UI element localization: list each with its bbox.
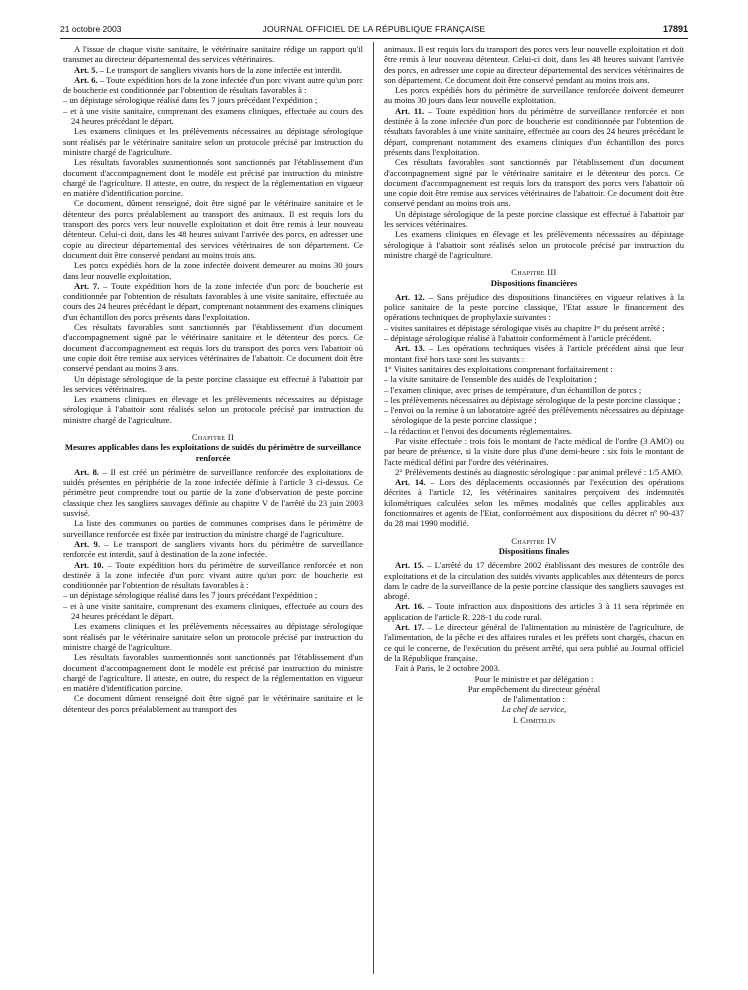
article-label: Art. 15. bbox=[395, 560, 424, 571]
list-item: – dépistage sérologique réalisé à l'abattoir conformément à l'article précédent. bbox=[384, 333, 652, 344]
article-label: Art. 5. bbox=[74, 64, 98, 75]
paragraph: Ces résultats favorables sont sanctionnés par l'établissement d'un document d'accompagnement signé par le vétérinaire sanitaire et le détenteur des porcs. Ce document d'accompagnement est requis lors du transport des porcs vers l'abattoir où une copie doit être remise aux services vétérinaires de l'abattoir. Ce document doit être conservé pendant au moins 3 ans. bbox=[63, 322, 363, 374]
article-text: – Le transport de sangliers vivants hors du périmètre de surveillance renforcée est interdit, sauf à destination de la zone infectée. bbox=[63, 538, 363, 560]
article-paragraph bbox=[384, 343, 684, 364]
page-header bbox=[60, 24, 688, 38]
paragraph: Ce document dûment renseigné doit être signé par le vétérinaire sanitaire et le détenteur des porcs préalablement au transport des bbox=[63, 693, 363, 714]
article-label: Art. 10. bbox=[74, 559, 104, 570]
list-item: – et à une visite sanitaire, comprenant des examens cliniques, effectuée au cours des 24 heures précédant le départ. bbox=[63, 105, 363, 127]
list-item: – l'envoi ou la remise à un laboratoire agréé des prélèvements nécessaires au dépistage sérologique de la peste porcine classique ; bbox=[384, 405, 684, 426]
paragraph: Un dépistage sérologique de la peste porcine classique est effectué à l'abattoir par les services vétérinaires. bbox=[63, 373, 363, 394]
article-text: – L'arrêté du 17 décembre 2002 établissant des mesures de contrôle des exploitations et de la circulation des suidés vivants applicables aux détenteurs de porcs dans le cadre de la surveillance de la peste porcine classique des sangliers sauvages est abrogé. bbox=[384, 560, 685, 602]
list-item: – et à une visite sanitaire, comprenant des examens cliniques, effectuée au cours des 24 heures précédant le départ. bbox=[63, 600, 363, 622]
article-label: Art. 14. bbox=[395, 477, 426, 488]
article-text: – Le directeur général de l'alimentation au ministère de l'agriculture, de l'alimentation, de la pêche et des affaires rurales et les préfets sont chargés, chacun en ce qui le concerne, de l'exécution du présent arrêté, qui sera publié au Journal officiel de la République française. bbox=[384, 622, 685, 663]
paragraph: 2° Prélèvements destinés au diagnostic sérologique : par animal prélevé : 1/5 AMO. bbox=[395, 466, 684, 477]
article-paragraph bbox=[63, 65, 363, 75]
article-paragraph bbox=[384, 622, 684, 663]
article-label: Art. 8. bbox=[74, 466, 100, 477]
list-item: – un dépistage sérologique réalisé dans les 7 jours précédant l'expédition ; bbox=[63, 95, 318, 106]
article-text: – Toute infraction aux dispositions des articles 3 à 11 sera réprimée en application de l'article R. 228-1 du code rural. bbox=[384, 601, 684, 622]
chapter-title: Dispositions finales bbox=[498, 545, 570, 556]
signatory-name: I. Chmitelin bbox=[513, 714, 555, 725]
paragraph: Un dépistage sérologique de la peste porcine classique est effectué à l'abattoir par les services vétérinaires. bbox=[384, 208, 684, 230]
article-label: Art. 13. bbox=[395, 343, 425, 354]
paragraph: 1° Visites sanitaires des exploitations comprenant forfaitairement : bbox=[384, 363, 613, 374]
article-text: – Toute expédition hors du périmètre de surveillance renforcée et non destinée à la zone infectée d'un porc de boucherie est conditionnée par l'obtention de résultats favorables à une visite sanitaire, effectuée au cours des 24 heures précédant le départ, comprenant notamment des examens cliniques d'un échantillon des porcs présents dans l'exploitation. bbox=[384, 105, 685, 157]
article-paragraph bbox=[384, 477, 684, 528]
article-paragraph bbox=[63, 467, 363, 518]
header-journal-title: JOURNAL OFFICIEL DE LA RÉPUBLIQUE FRANÇAISE bbox=[262, 24, 486, 34]
chapter-heading: Chapitre III bbox=[511, 267, 557, 278]
article-text: – Toute expédition hors du périmètre de surveillance renforcée et non destinée à la zone infectée d'un porc vivant autre qu'un porc de boucherie est conditionnée par l'obtention de résultats favorables à : bbox=[63, 559, 364, 591]
paragraph: Les résultats favorables susmentionnés sont sanctionnés par l'établissement d'un document d'accompagnement dont le modèle est précisé par instruction du ministre chargé de l'agriculture. Il atteste, en outre, du respect de la réglementation en vigueur en matière d'identification porcine. bbox=[63, 652, 363, 694]
paragraph: Les examens cliniques en élevage et les prélèvements nécessaires au dépistage sérologique à l'abattoir sont réalisés selon un protocole précisé par instruction du ministre chargé de l'agriculture. bbox=[63, 394, 363, 425]
paragraph: Les examens cliniques et les prélèvements nécessaires au dépistage sérologique sont réalisés par le vétérinaire sanitaire selon un protocole précisé par instruction du ministre chargé de l'agriculture. bbox=[63, 621, 363, 652]
article-text: – Toute expédition hors de la zone infectée d'un porc vivant autre qu'un porc de boucherie est conditionnée par l'obtention de résultats favorables à : bbox=[63, 74, 364, 96]
article-paragraph bbox=[63, 281, 363, 322]
chapter-title: Mesures applicables dans les exploitations de suidés du périmètre de surveillance renforcée bbox=[64, 442, 362, 463]
chapter-title: Dispositions financières bbox=[490, 277, 578, 288]
paragraph: Ces résultats favorables sont sanctionnés par l'établissement d'un document d'accompagnement signé par le vétérinaire sanitaire et le détenteur des porcs. Ce document d'accompagnement est requis lors du transport des porcs vers l'abattoir où une copie doit être remise aux services vétérinaires de l'abattoir. Ce document doit être conservé pendant au moins trois ans. bbox=[384, 157, 684, 209]
article-paragraph bbox=[63, 560, 363, 591]
article-paragraph bbox=[63, 75, 363, 96]
article-paragraph bbox=[384, 106, 684, 157]
article-text: – Sans préjudice des dispositions financières en vigueur relatives à la police sanitaire de la peste porcine classique, l'Etat assure le financement des opérations techniques de prophylaxie suivantes : bbox=[384, 291, 685, 323]
article-text: – Le transport de sangliers vivants hors de la zone infectée est interdit. bbox=[97, 64, 342, 75]
article-text: – Toute expédition hors de la zone infectée d'un porc de boucherie est conditionnée par l'obtention de résultats favorables à une visite sanitaire, effectuée au cours des 24 heures précédant le départ, comprenant notamment des examens cliniques d'un échantillon des porcs présents dans l'exploitation. bbox=[63, 280, 363, 322]
paragraph: La liste des communes ou parties de communes comprises dans le périmètre de surveillance renforcée est fixée par instruction du ministre chargé de l'agriculture. bbox=[63, 518, 363, 539]
column-divider bbox=[373, 42, 374, 974]
article-label: Art. 9. bbox=[74, 538, 100, 549]
signature-line: Pour le ministre et par délégation : bbox=[474, 673, 594, 684]
article-label: Art. 16. bbox=[395, 601, 425, 612]
article-text: – Lors des déplacements occasionnés par l'exécution des opérations décrites à l'article 12, les vétérinaires sanitaires perçoivent des indemnités kilométriques calculées selon les mêmes modalités que celles applicables aux fonctionnaires et agents de l'Etat, conformément aux dispositions du décret nº 90-437 du 28 mai 1990 modifié. bbox=[384, 477, 684, 529]
list-item: – la visite sanitaire de l'ensemble des suidés de l'exploitation ; bbox=[384, 374, 597, 385]
paragraph: Les examens cliniques et les prélèvements nécessaires au dépistage sérologique sont réalisés par le vétérinaire sanitaire selon un protocole précisé par instruction du ministre chargé de l'agriculture. bbox=[63, 126, 363, 157]
article-paragraph bbox=[384, 292, 684, 323]
list-item: – la rédaction et l'envoi des documents réglementaires. bbox=[384, 425, 573, 436]
paragraph: Fait à Paris, le 2 octobre 2003. bbox=[395, 663, 501, 674]
header-date: 21 octobre 2003 bbox=[60, 24, 122, 34]
article-text: – Les opérations techniques visées à l'article précédent ainsi que leur montant fixé hors taxe sont les suivants : bbox=[384, 343, 684, 364]
signature-title: La chef de service, bbox=[501, 704, 567, 715]
article-label: Art. 7. bbox=[74, 280, 100, 291]
article-label: Art. 6. bbox=[74, 74, 98, 85]
chapter-heading: Chapitre IV bbox=[511, 535, 557, 546]
paragraph: Les porcs expédiés hors du périmètre de surveillance renforcée doivent demeurer au moins 30 jours dans leur nouvelle exploitation. bbox=[384, 85, 684, 106]
left-column bbox=[63, 44, 363, 714]
article-text: – Il est créé un périmètre de surveillance renforcée des exploitations de suidés présentes en périphérie de la zone infectée définie à l'article 3 ci-dessus. Ce périmètre peut comprendre tout ou partie de la zone d'observation de peste porcine classique chez les sangliers sauvages définie au chapitre V de l'arrêté du 23 juin 2003 susvisé. bbox=[63, 466, 363, 519]
article-label: Art. 12. bbox=[395, 291, 425, 302]
chapter-heading: Chapitre II bbox=[191, 431, 235, 442]
right-column bbox=[384, 44, 684, 725]
article-paragraph bbox=[63, 539, 363, 560]
paragraph: animaux. Il est requis lors du transport des porcs vers leur nouvelle exploitation et doit être remis à leur nouveau détenteur. Celui-ci doit, dans les 48 heures suivant l'arrivée des porcs, en adresser une copie au directeur départemental des services vétérinaires de son département. Ce document doit être conservé pendant au moins trois ans. bbox=[384, 44, 684, 85]
list-item: – visites sanitaires et dépistage sérologique visés au chapitre Iᵉʳ du présent arrêté ; bbox=[384, 322, 665, 333]
article-label: Art. 17. bbox=[395, 622, 425, 633]
list-item: – les prélèvements nécessaires au dépistage sérologique de la peste porcine classique ; bbox=[384, 394, 681, 405]
header-rule bbox=[60, 38, 688, 39]
article-label: Art. 11. bbox=[395, 105, 425, 116]
header-page-number: 17891 bbox=[662, 24, 688, 34]
paragraph: Par visite effectuée : trois fois le montant de l'acte médical de l'ordre (3 AMO) ou par heure de présence, si la visite dure plus d'une demi-heure : six fois le montant de l'acte médical défini par l'ordre des vétérinaires. bbox=[384, 435, 684, 467]
article-paragraph bbox=[384, 560, 684, 601]
paragraph: Les porcs expédiés hors de la zone infectée doivent demeurer au moins 30 jours dans leur nouvelle exploitation. bbox=[63, 260, 363, 281]
paragraph: Les résultats favorables susmentionnés sont sanctionnés par l'établissement d'un document d'accompagnement dont le modèle est précisé par instruction du ministre chargé de l'agriculture. Il atteste, en outre, du respect de la réglementation en vigueur en matière d'identification porcine. bbox=[63, 157, 363, 199]
list-item: – un dépistage sérologique réalisé dans les 7 jours précédant l'expédition ; bbox=[63, 590, 318, 601]
list-item: – l'examen clinique, avec prises de température, d'un échantillon de porcs ; bbox=[384, 384, 642, 395]
paragraph: A l'issue de chaque visite sanitaire, le vétérinaire sanitaire rédige un rapport qu'il transmet au directeur départemental des services vétérinaires. bbox=[63, 44, 363, 65]
article-paragraph bbox=[384, 601, 684, 622]
signature-line: Par empêchement du directeur général bbox=[467, 683, 601, 694]
paragraph: Ce document, dûment renseigné, doit être signé par le vétérinaire sanitaire et le détenteur des porcs préalablement au transport des animaux. Il est requis lors du transport des porcs vers leur nouvelle exploitation et doit être remis à leur nouveau détenteur. Celui-ci doit, dans les 48 heures suivant l'arrivée des porcs, en adresser une copie au directeur départemental des services vétérinaires de son département. Ce document doit être conservé pendant au moins trois ans. bbox=[63, 198, 363, 260]
signature-line: de l'alimentation : bbox=[503, 694, 565, 705]
paragraph: Les examens cliniques en élevage et les prélèvements nécessaires au dépistage sérologique à l'abattoir sont réalisés selon un protocole précisé par instruction du ministre chargé de l'agriculture. bbox=[384, 229, 684, 260]
